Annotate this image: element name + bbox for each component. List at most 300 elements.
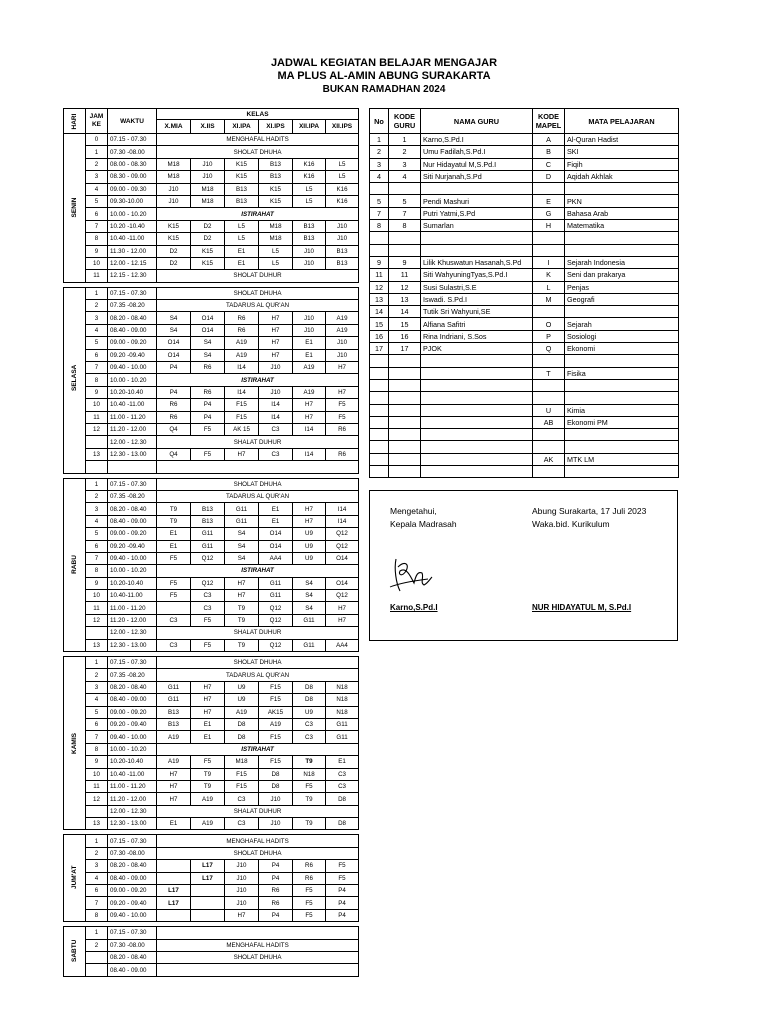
mata-pelajaran-header: MATA PELAJARAN — [565, 109, 679, 134]
period-label: BUKAN RAMADHAN 2024 — [322, 84, 446, 95]
teacher-name — [421, 355, 533, 367]
subject-cell: R6 — [326, 448, 359, 460]
subject-code: L — [533, 281, 565, 293]
period-number: 4 — [86, 183, 108, 195]
period-number: 4 — [86, 515, 108, 527]
acknowledged-label: Mengetahui, — [390, 506, 437, 516]
subject-cell: Q12 — [259, 639, 293, 651]
place-date: Abung Surakarta, 17 Juli 2023 — [532, 506, 647, 516]
period-number: 5 — [86, 337, 108, 349]
teacher-no — [370, 392, 389, 404]
subject-name: Ekonomi PM — [565, 416, 679, 428]
subject-cell — [157, 602, 191, 614]
time-range: 08.20 - 08.40 — [108, 503, 157, 515]
subject-code: K — [533, 269, 565, 281]
schedule-row — [64, 146, 359, 158]
time-range: 10.00 - 10.20 — [108, 565, 157, 577]
class-header: XII.IPS — [326, 120, 359, 134]
time-range: 11.20 - 12.00 — [108, 423, 157, 435]
subject-cell: S4 — [191, 349, 225, 361]
teacher-row — [370, 146, 679, 158]
teacher-no: 7 — [370, 207, 389, 219]
subject-cell: Q12 — [259, 602, 293, 614]
activity-cell: SHOLAT DHUHA — [157, 657, 359, 669]
teacher-row — [370, 195, 679, 207]
subject-cell: L17 — [157, 897, 191, 909]
time-range: 10.20-10.40 — [108, 386, 157, 398]
subject-cell: H7 — [191, 681, 225, 693]
teacher-name — [421, 367, 533, 379]
time-range: 09.40 - 10.00 — [108, 909, 157, 921]
period-number: 5 — [86, 195, 108, 207]
subject-cell: D8 — [259, 768, 293, 780]
period-number: 8 — [86, 909, 108, 921]
subject-cell: A19 — [157, 731, 191, 743]
teacher-name: Umu Fadilah,S.Pd.I — [421, 146, 533, 158]
teacher-name: Nur Hidayatul M,S.Pd.I — [421, 158, 533, 170]
time-range: 09.00 - 09.20 — [108, 706, 157, 718]
subject-cell: J10 — [225, 860, 259, 872]
subject-name — [565, 232, 679, 244]
time-range: 09.20 -09.40 — [108, 349, 157, 361]
period-number: 2 — [86, 939, 108, 951]
subject-cell: G11 — [157, 681, 191, 693]
teacher-code: 2 — [389, 146, 421, 158]
time-range: 08.20 - 08.40 — [108, 681, 157, 693]
subject-name: Ekonomi — [565, 343, 679, 355]
day-name: KAMIS — [71, 732, 78, 754]
teacher-row — [370, 318, 679, 330]
subject-cell: O14 — [259, 540, 293, 552]
subject-cell: E1 — [225, 257, 259, 269]
subject-cell: H7 — [157, 768, 191, 780]
time-range: 07.15 - 07.30 — [108, 835, 157, 847]
subject-code: P — [533, 330, 565, 342]
subject-cell: H7 — [225, 909, 259, 921]
signature-block — [369, 490, 678, 641]
time-range: 12.00 - 12.30 — [108, 805, 157, 817]
subject-cell: K15 — [191, 245, 225, 257]
period-number: 2 — [86, 669, 108, 681]
schedule-row — [64, 694, 359, 706]
subject-cell: AA4 — [259, 552, 293, 564]
schedule-table — [63, 108, 359, 977]
day-cell — [64, 478, 86, 651]
period-number: 1 — [86, 657, 108, 669]
subject-cell: P4 — [157, 362, 191, 374]
subject-cell: M18 — [259, 233, 293, 245]
time-range: 09.20 -09.40 — [108, 540, 157, 552]
subject-cell: O14 — [326, 552, 359, 564]
curriculum-title: Waka.bid. Kurikulum — [532, 519, 610, 529]
teacher-name: Lilik Khuswatun Hasanah,S.Pd — [421, 256, 533, 268]
period-number — [86, 436, 108, 448]
subject-cell: H7 — [293, 399, 326, 411]
period-number — [86, 964, 108, 976]
period-number: 6 — [86, 208, 108, 220]
time-range: 07.15 - 07.30 — [108, 657, 157, 669]
subject-cell: F5 — [157, 577, 191, 589]
schedule-row — [64, 952, 359, 964]
subject-cell: O14 — [191, 324, 225, 336]
teacher-no: 5 — [370, 195, 389, 207]
teacher-row — [370, 256, 679, 268]
subject-cell: L5 — [225, 220, 259, 232]
teacher-row — [370, 232, 679, 244]
subject-code — [533, 306, 565, 318]
subject-cell: C3 — [259, 448, 293, 460]
time-range: 07.15 - 07.30 — [108, 287, 157, 299]
schedule-row — [64, 805, 359, 817]
teacher-no: 14 — [370, 306, 389, 318]
schedule-row — [64, 909, 359, 921]
subject-cell: C3 — [157, 639, 191, 651]
period-number: 4 — [86, 324, 108, 336]
period-number: 1 — [86, 835, 108, 847]
subject-cell — [191, 885, 225, 897]
subject-cell: Q12 — [326, 540, 359, 552]
subject-cell: E1 — [225, 245, 259, 257]
activity-cell: SHOLAT DHUHA — [157, 952, 359, 964]
subject-cell: F5 — [326, 860, 359, 872]
teacher-name — [421, 416, 533, 428]
teacher-name: Putri Yatmi,S.Pd — [421, 207, 533, 219]
subject-cell: K15 — [259, 183, 293, 195]
activity-cell: MENGHAFAL HADITS — [157, 835, 359, 847]
teacher-code: 12 — [389, 281, 421, 293]
subject-cell: F15 — [259, 756, 293, 768]
subject-cell: I14 — [259, 411, 293, 423]
schedule-row — [64, 835, 359, 847]
subject-cell: P4 — [326, 909, 359, 921]
hari-header: HARI — [64, 109, 86, 134]
teacher-no: 11 — [370, 269, 389, 281]
subject-cell: T9 — [157, 503, 191, 515]
day-name: JUM'AT — [71, 865, 78, 889]
subject-name: SKI — [565, 146, 679, 158]
subject-cell: K15 — [157, 233, 191, 245]
teacher-code — [389, 367, 421, 379]
teacher-name: PJOK — [421, 343, 533, 355]
subject-code: G — [533, 207, 565, 219]
teacher-no — [370, 379, 389, 391]
schedule-row — [64, 614, 359, 626]
subject-cell: O14 — [157, 349, 191, 361]
subject-cell: F15 — [225, 768, 259, 780]
activity-cell — [157, 461, 359, 473]
period-number: 3 — [86, 503, 108, 515]
period-number: 8 — [86, 374, 108, 386]
teacher-row — [370, 367, 679, 379]
time-range: 09.30-10.00 — [108, 195, 157, 207]
time-range: 12.15 - 12.30 — [108, 270, 157, 282]
activity-cell: MENGHAFAL HADITS — [157, 134, 359, 146]
subject-code: I — [533, 256, 565, 268]
subject-cell: S4 — [157, 324, 191, 336]
teacher-no — [370, 232, 389, 244]
subject-code: E — [533, 195, 565, 207]
day-name: RABU — [71, 555, 78, 575]
activity-cell: SHALAT DUHUR — [157, 436, 359, 448]
subject-cell: B13 — [157, 718, 191, 730]
subject-cell: H7 — [326, 386, 359, 398]
subject-cell: E1 — [191, 731, 225, 743]
teacher-name: Iswadi. S.Pd.I — [421, 293, 533, 305]
teacher-row — [370, 453, 679, 465]
period-number: 10 — [86, 399, 108, 411]
subject-cell: I14 — [225, 362, 259, 374]
subject-cell: F5 — [326, 411, 359, 423]
period-number: 3 — [86, 312, 108, 324]
subject-cell: P4 — [326, 885, 359, 897]
teacher-no: 17 — [370, 343, 389, 355]
subject-cell: J10 — [259, 362, 293, 374]
subject-cell: D8 — [225, 718, 259, 730]
subject-code — [533, 244, 565, 256]
teacher-row — [370, 281, 679, 293]
activity-cell: SHOLAT DHUHA — [157, 847, 359, 859]
subject-cell: L5 — [225, 233, 259, 245]
subject-cell: A19 — [225, 337, 259, 349]
subject-code — [533, 379, 565, 391]
teacher-code: 16 — [389, 330, 421, 342]
period-number: 7 — [86, 731, 108, 743]
teacher-no: 12 — [370, 281, 389, 293]
subject-cell: P4 — [259, 872, 293, 884]
teacher-code — [389, 183, 421, 195]
subject-cell: Q12 — [326, 528, 359, 540]
subject-cell: G11 — [157, 694, 191, 706]
time-range: 07.15 - 07.30 — [108, 478, 157, 490]
subject-cell: Q4 — [157, 448, 191, 460]
time-range: 10.20-10.40 — [108, 577, 157, 589]
teacher-no: 15 — [370, 318, 389, 330]
teacher-name — [421, 244, 533, 256]
subject-cell: J10 — [191, 158, 225, 170]
schedule-row — [64, 847, 359, 859]
teacher-name: Pendi Mashuri — [421, 195, 533, 207]
subject-cell: S4 — [293, 590, 326, 602]
activity-cell: TADARUS AL QUR'AN — [157, 300, 359, 312]
schedule-row — [64, 374, 359, 386]
teacher-no — [370, 416, 389, 428]
activity-cell: TADARUS AL QUR'AN — [157, 490, 359, 502]
subject-cell: J10 — [326, 337, 359, 349]
period-number: 9 — [86, 577, 108, 589]
teacher-no: 1 — [370, 134, 389, 146]
signature-mark — [388, 553, 434, 595]
schedule-row — [64, 233, 359, 245]
subject-cell: D2 — [191, 233, 225, 245]
subject-cell: E1 — [259, 515, 293, 527]
activity-cell: SHALAT DUHUR — [157, 627, 359, 639]
subject-cell: F15 — [259, 694, 293, 706]
subject-cell — [191, 897, 225, 909]
time-range: 09.00 - 09.20 — [108, 528, 157, 540]
subject-cell: P4 — [191, 399, 225, 411]
schedule-row — [64, 939, 359, 951]
period-number: 3 — [86, 681, 108, 693]
activity-cell: SHOLAT DHUHA — [157, 478, 359, 490]
subject-name: Aqidah Akhlak — [565, 170, 679, 182]
subject-cell: O14 — [191, 312, 225, 324]
teacher-row — [370, 269, 679, 281]
time-range: 12.30 - 13.00 — [108, 818, 157, 830]
subject-cell: H7 — [157, 793, 191, 805]
schedule-row — [64, 461, 359, 473]
subject-cell: D2 — [157, 245, 191, 257]
subject-cell: K16 — [293, 171, 326, 183]
teacher-row — [370, 404, 679, 416]
schedule-row — [64, 245, 359, 257]
schedule-row — [64, 287, 359, 299]
teacher-name — [421, 453, 533, 465]
class-header: X.IIS — [191, 120, 225, 134]
teacher-code — [389, 466, 421, 478]
teacher-no: 8 — [370, 220, 389, 232]
subject-cell: H7 — [259, 324, 293, 336]
schedule-row — [64, 195, 359, 207]
schedule-row — [64, 681, 359, 693]
subject-cell: C3 — [326, 768, 359, 780]
teacher-row — [370, 134, 679, 146]
teacher-code: 5 — [389, 195, 421, 207]
subject-cell: I14 — [326, 503, 359, 515]
teacher-row — [370, 355, 679, 367]
time-range: 11.00 - 11.20 — [108, 602, 157, 614]
period-number: 12 — [86, 793, 108, 805]
teacher-name — [421, 379, 533, 391]
time-range: 10.20-10.40 — [108, 756, 157, 768]
subject-name — [565, 306, 679, 318]
teacher-row — [370, 158, 679, 170]
subject-name: Sejarah — [565, 318, 679, 330]
teacher-row — [370, 207, 679, 219]
subject-cell: B13 — [157, 706, 191, 718]
period-number: 8 — [86, 565, 108, 577]
teacher-code: 4 — [389, 170, 421, 182]
subject-cell: E1 — [191, 718, 225, 730]
schedule-row — [64, 423, 359, 435]
schedule-row — [64, 312, 359, 324]
doc-title: JADWAL KEGIATAN BELAJAR MENGAJAR — [270, 57, 498, 69]
teacher-code — [389, 453, 421, 465]
subject-cell: D8 — [293, 694, 326, 706]
subject-cell: H7 — [259, 349, 293, 361]
time-range: 12.00 - 12.30 — [108, 436, 157, 448]
schedule-row — [64, 964, 359, 976]
subject-cell: Q4 — [157, 423, 191, 435]
period-number: 6 — [86, 349, 108, 361]
time-range: 08.40 - 09.00 — [108, 964, 157, 976]
subject-cell: D8 — [326, 818, 359, 830]
subject-cell: M18 — [259, 220, 293, 232]
subject-cell: O14 — [326, 577, 359, 589]
period-number — [86, 805, 108, 817]
period-number: 5 — [86, 706, 108, 718]
schedule-row — [64, 324, 359, 336]
subject-code: A — [533, 134, 565, 146]
time-range: 10.00 - 10.20 — [108, 374, 157, 386]
teacher-code: 7 — [389, 207, 421, 219]
subject-cell: F5 — [326, 872, 359, 884]
time-range: 11.00 - 11.20 — [108, 411, 157, 423]
teacher-no: 4 — [370, 170, 389, 182]
teacher-row — [370, 183, 679, 195]
time-range: 10.00 - 10.20 — [108, 208, 157, 220]
subject-cell: G11 — [191, 540, 225, 552]
schedule-row — [64, 436, 359, 448]
schedule-row — [64, 872, 359, 884]
subject-cell: U9 — [225, 681, 259, 693]
subject-cell: R6 — [225, 324, 259, 336]
subject-cell: M18 — [157, 158, 191, 170]
subject-cell: P4 — [191, 411, 225, 423]
subject-cell: F5 — [293, 885, 326, 897]
subject-name: PKN — [565, 195, 679, 207]
jamke-header: JAM KE — [86, 109, 108, 134]
teacher-row — [370, 343, 679, 355]
subject-cell: H7 — [259, 312, 293, 324]
period-number — [86, 627, 108, 639]
class-header: XI.IPS — [259, 120, 293, 134]
teacher-row — [370, 416, 679, 428]
subject-name — [565, 392, 679, 404]
subject-cell: T9 — [225, 639, 259, 651]
schedule-row — [64, 540, 359, 552]
teacher-name — [421, 466, 533, 478]
day-name: SELASA — [71, 364, 78, 391]
subject-cell: C3 — [225, 793, 259, 805]
teacher-code — [389, 404, 421, 416]
subject-cell: T9 — [191, 768, 225, 780]
schedule-row — [64, 743, 359, 755]
subject-cell: C3 — [326, 780, 359, 792]
period-number: 8 — [86, 233, 108, 245]
subject-cell: J10 — [326, 220, 359, 232]
teacher-code: 13 — [389, 293, 421, 305]
teacher-no — [370, 244, 389, 256]
subject-cell: B13 — [259, 171, 293, 183]
subject-code: C — [533, 158, 565, 170]
subject-cell: D2 — [191, 220, 225, 232]
subject-cell: B13 — [225, 195, 259, 207]
subject-cell: H7 — [225, 590, 259, 602]
subject-name — [565, 429, 679, 441]
subject-cell: C3 — [293, 718, 326, 730]
subject-name: Bahasa Arab — [565, 207, 679, 219]
subject-cell: P4 — [259, 860, 293, 872]
teacher-no: 13 — [370, 293, 389, 305]
subject-cell: L17 — [191, 860, 225, 872]
activity-cell: SHOLAT DHUHA — [157, 146, 359, 158]
subject-name: Fiqih — [565, 158, 679, 170]
teacher-no: 3 — [370, 158, 389, 170]
subject-cell: A19 — [293, 362, 326, 374]
time-range: 07.35 -08.20 — [108, 490, 157, 502]
period-number: 12 — [86, 614, 108, 626]
subject-cell: N18 — [326, 706, 359, 718]
class-header: XII.IPA — [293, 120, 326, 134]
schedule-row — [64, 257, 359, 269]
schedule-row — [64, 528, 359, 540]
teacher-name — [421, 232, 533, 244]
waktu-header: WAKTU — [108, 109, 157, 134]
subject-name: Geografi — [565, 293, 679, 305]
subject-cell: R6 — [259, 897, 293, 909]
period-number: 9 — [86, 245, 108, 257]
period-number: 13 — [86, 448, 108, 460]
